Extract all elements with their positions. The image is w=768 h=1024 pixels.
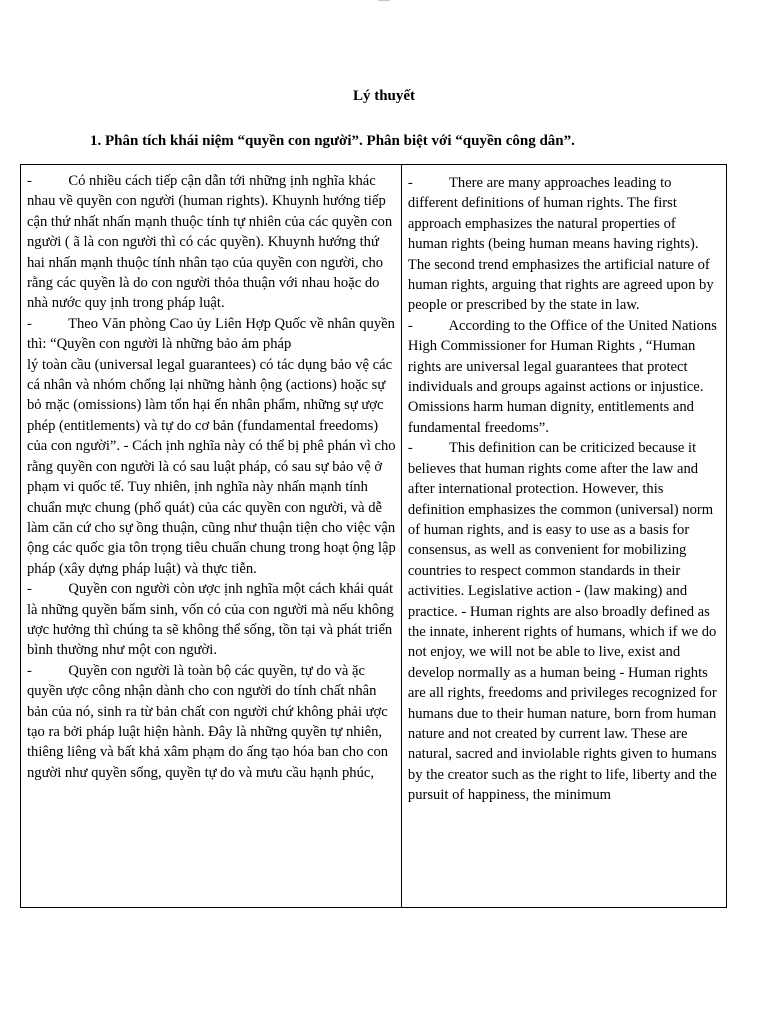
section-heading: 1. Phân tích khái niệm “quyền con người”. Phân biệt với “quyền công dân”. bbox=[90, 133, 575, 149]
vietnamese-column bbox=[21, 165, 402, 907]
vi-paragraph-3: lý toàn cầu (universal legal guarantees) có tác dụng bảo vệ các cá nhân và nhóm chống lại những hành ộng (actions) hoặc sự bỏ mặc (omissions) làm tổn hại ến nhân phẩm, những sự ược phép (entitlements) và tự do cơ bản (fundamental freedoms) của con người”. - Cách ịnh nghĩa này có thể bị phê phán vì cho rằng quyền con người là có sau luật pháp, có sau sự bảo vệ ở phạm vi quốc tế. Tuy nhiên, ịnh nghĩa này nhấn mạnh tính chuẩn mực chung (phổ quát) của các quyền con người, và dễ làm căn cứ cho sự ồng thuận, cũng như thuận tiện cho việc vận ộng các quốc gia tôn trọng tiêu chuẩn chung trong hoạt ộng lập pháp (xây dựng pháp luật) và thực tiễn. bbox=[27, 356, 400, 577]
en-paragraph-2: - According to the Office of the United Nations High Commissioner for Human Rights , “Human rights are universal legal guarantees that protect individuals and groups against actions or injustice. Omissions harm human dignity, entitlements and fundamental freedoms”. bbox=[407, 317, 721, 436]
vi-paragraph-1: - Có nhiều cách tiếp cận dẫn tới những ịnh nghĩa khác nhau về quyền con người (human rights). Khuynh hướng tiếp cận thứ nhất nhấn mạnh thuộc tính tự nhiên của các quyền con người ( ã là con người thì có các quyền). Khuynh hướng thứ hai nhấn mạnh thuộc tính nhân tạo của quyền con người, cho rằng các quyền là do con người thỏa thuận với nhau hoặc do nhà nước quy ịnh trong pháp luật. bbox=[27, 173, 396, 312]
top-decoration bbox=[378, 0, 390, 1]
english-column bbox=[402, 165, 726, 907]
en-paragraph-3: - This definition can be criticized because it believes that human rights come after the law and after international protection. However, this definition emphasizes the common (universal) norm of human rights, and is easy to use as a basis for consensus, as well as convenient for mobilizing countries to respect common standards in their activities. Legislative action - (law making) and practice. - Human rights are also broadly defined as the innate, inherent rights of humans, which if we do not enjoy, we will not be able to live, exist and develop normally as a human being - Human rights are all rights, freedoms and privileges recognized for humans due to their human nature, born from human nature and not created by current law. These are natural, sacred and inviolable rights given to humans by the creator such as the right to life, liberty and the pursuit of happiness, the minimum bbox=[407, 440, 721, 804]
vi-paragraph-4: - Quyền con người còn ược ịnh nghĩa một cách khái quát là những quyền bẩm sinh, vốn có của con người mà nếu không ược hưởng thì chúng ta sẽ không thể sống, tồn tại và phát triển bình thường như một con người. bbox=[27, 581, 398, 659]
vi-paragraph-5: - Quyền con người là toàn bộ các quyền, tự do và ặc quyền ược công nhận dành cho con người do tính chất nhân bản của nó, sinh ra từ bản chất con người chứ không phải ược tạo ra bởi pháp luật hiện hành. Đây là những quyền tự nhiên, thiêng liêng và bất khả xâm phạm do ấng tạo hóa ban cho con người như quyền sống, quyền tự do và mưu cầu hạnh phúc, bbox=[27, 662, 392, 781]
vi-paragraph-2: - Theo Văn phòng Cao ủy Liên Hợp Quốc về nhân quyền thì: “Quyền con người là những bảo ảm pháp bbox=[27, 315, 399, 353]
document-title: Lý thuyết bbox=[352, 88, 416, 104]
bilingual-table bbox=[20, 164, 727, 908]
en-paragraph-1: - There are many approaches leading to different definitions of human rights. The first approach emphasizes the natural properties of human rights (being human means having rights). The second trend emphasizes the artificial nature of human rights, arguing that rights are agreed upon by people or prescribed by the state in law. bbox=[407, 175, 718, 314]
